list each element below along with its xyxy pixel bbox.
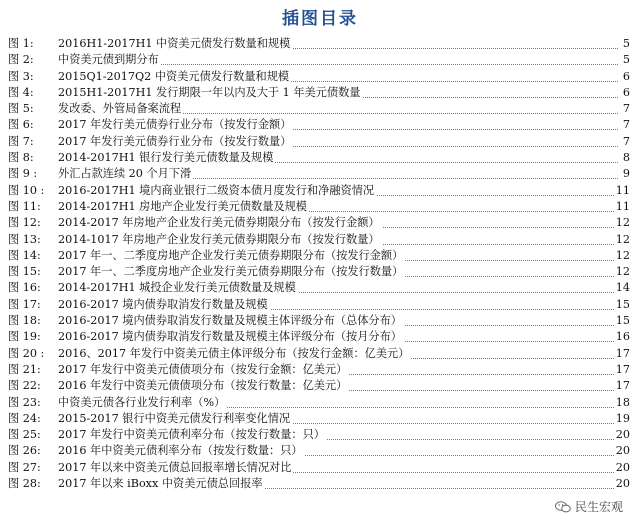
figure-label: 图 18:	[8, 314, 41, 328]
toc-row[interactable]	[0, 69, 640, 85]
page-number: 6	[622, 85, 630, 99]
page-number: 5	[622, 53, 630, 67]
toc-row[interactable]	[0, 362, 640, 378]
figure-label: 图 2:	[8, 53, 34, 67]
toc-row[interactable]	[0, 264, 640, 280]
toc-row[interactable]	[0, 346, 640, 362]
figure-title[interactable]: 中资美元债各行业发行利率（%）	[58, 395, 226, 409]
figure-title[interactable]: 2014-2017 年房地产企业发行美元债券期限分布（按发行金额）	[58, 216, 380, 230]
page-title: 插图目录	[282, 9, 358, 29]
toc-row[interactable]	[0, 297, 640, 313]
figure-label: 图 19:	[8, 330, 41, 344]
page-number: 20	[615, 444, 630, 458]
page-number: 7	[622, 102, 630, 116]
figure-label: 图 5:	[8, 102, 34, 116]
toc-row[interactable]	[0, 199, 640, 215]
figure-label: 图 23:	[8, 395, 41, 409]
toc-row[interactable]	[0, 443, 640, 459]
toc-row[interactable]	[0, 411, 640, 427]
figure-title[interactable]: 2015-2017 银行中资美元债发行利率变化情况	[58, 411, 291, 425]
figure-title[interactable]: 2017 年发行美元债券行业分布（按发行数量）	[58, 134, 292, 148]
figure-title[interactable]: 2016、2017 年发行中资美元债主体评级分布（按发行金额：亿美元）	[58, 346, 410, 360]
figure-title[interactable]: 2017 年以来中资美元债总回报率增长情况对比	[58, 460, 292, 474]
toc-row[interactable]	[0, 215, 640, 231]
toc-row[interactable]	[0, 460, 640, 476]
wechat-icon	[555, 501, 571, 513]
figure-label: 图 10 :	[8, 183, 45, 197]
page-number: 9	[622, 167, 630, 181]
figure-title[interactable]: 2016-2017 境内债券取消发行数量及规模	[58, 297, 268, 311]
figure-title[interactable]: 2017 年以来 iBoxx 中资美元债总回报率	[58, 477, 263, 491]
toc-row[interactable]	[0, 248, 640, 264]
figure-title[interactable]: 2014-2017H1 城投企业发行美元债数量及规模	[58, 281, 296, 295]
page-number: 6	[622, 69, 630, 83]
figure-title[interactable]: 2016-2017 境内债券取消发行数量及规模主体评级分布（按月分布）	[58, 330, 402, 344]
toc-row[interactable]	[0, 52, 640, 68]
page-number: 5	[622, 37, 630, 50]
figure-title[interactable]: 2016-2017 境内债券取消发行数量及规模主体评级分布（总体分布）	[58, 314, 402, 328]
figure-label: 图 14:	[8, 248, 41, 262]
figure-title[interactable]: 中资美元债到期分布	[58, 53, 159, 67]
page-number: 12	[615, 232, 630, 246]
figure-label: 图 11:	[8, 199, 41, 213]
figure-label: 图 26:	[8, 444, 41, 458]
page-number: 11	[615, 183, 630, 197]
toc-row[interactable]	[0, 101, 640, 117]
figure-label: 图 9 :	[8, 167, 38, 181]
page-number: 17	[615, 362, 630, 376]
toc-row[interactable]	[0, 232, 640, 248]
figure-title[interactable]: 2016 年中资美元债利率分布（按发行数量：只）	[58, 444, 303, 458]
figure-title[interactable]: 2014-1017 年房地产企业发行美元债券期限分布（按发行数量）	[58, 232, 380, 246]
toc-row[interactable]	[0, 183, 640, 199]
toc-row[interactable]	[0, 117, 640, 133]
figure-title[interactable]: 2014-2017H1 银行发行美元债数量及规模	[58, 151, 274, 165]
figure-label: 图 22:	[8, 379, 41, 393]
figure-label: 图 20 :	[8, 346, 45, 360]
figure-title[interactable]: 2017 年发行中资美元债利率分布（按发行数量：只）	[58, 428, 325, 442]
figure-label: 图 7:	[8, 134, 34, 148]
figure-title[interactable]: 2017 年发行美元债券行业分布（按发行金额）	[58, 118, 292, 132]
page-number: 17	[615, 346, 630, 360]
toc-row[interactable]	[0, 427, 640, 443]
page-number: 12	[615, 248, 630, 262]
toc-row[interactable]	[0, 395, 640, 411]
figure-label: 图 15:	[8, 265, 41, 279]
figure-label: 图 25:	[8, 428, 41, 442]
toc-row[interactable]	[0, 313, 640, 329]
figure-label: 图 27:	[8, 460, 41, 474]
figure-title[interactable]: 2017 年一、二季度房地产企业发行美元债券期限分布（按发行金额）	[58, 248, 404, 262]
figure-title[interactable]: 2014-2017H1 房地产企业发行美元债数量及规模	[58, 199, 307, 213]
figure-label: 图 17:	[8, 297, 41, 311]
figure-label: 图 6:	[8, 118, 34, 132]
page-number: 20	[615, 460, 630, 474]
figure-label: 图 28:	[8, 477, 41, 491]
figure-index-list	[0, 36, 640, 492]
toc-row[interactable]	[0, 280, 640, 296]
page-number: 7	[622, 118, 630, 132]
figure-label: 图 21:	[8, 362, 41, 376]
page-number: 8	[622, 151, 630, 165]
page-number: 20	[615, 477, 630, 491]
page-number: 15	[615, 314, 630, 328]
toc-row[interactable]	[0, 150, 640, 166]
figure-title[interactable]: 外汇占款连续 20 个月下滑	[58, 167, 192, 181]
watermark	[552, 497, 626, 516]
figure-title[interactable]: 2016 年发行中资美元债债项分布（按发行数量：亿美元）	[58, 379, 348, 393]
figure-title[interactable]: 2017 年一、二季度房地产企业发行美元债券期限分布（按发行数量）	[58, 265, 404, 279]
figure-label: 图 3:	[8, 69, 34, 83]
figure-title[interactable]: 2015H1-2017H1 发行期限一年以内及大于 1 年美元债数量	[58, 85, 361, 99]
figure-label: 图 8:	[8, 151, 34, 165]
page-number: 19	[615, 411, 630, 425]
page-number: 12	[615, 265, 630, 279]
figure-title[interactable]: 2015Q1-2017Q2 中资美元债发行数量和规模	[58, 69, 290, 83]
figure-title[interactable]: 发改委、外管局备案流程	[58, 102, 182, 116]
page-number: 16	[615, 330, 630, 344]
page-number: 20	[615, 428, 630, 442]
page-number: 17	[615, 379, 630, 393]
figure-title[interactable]: 2016H1-2017H1 中资美元债发行数量和规模	[58, 37, 291, 50]
figure-label: 图 16:	[8, 281, 41, 295]
toc-row[interactable]	[0, 378, 640, 394]
figure-label: 图 13:	[8, 232, 41, 246]
toc-row[interactable]	[0, 85, 640, 101]
figure-label: 图 1:	[8, 37, 34, 50]
page-number: 7	[622, 134, 630, 148]
page-number: 15	[615, 297, 630, 311]
toc-row[interactable]	[0, 329, 640, 345]
page-number: 18	[615, 395, 630, 409]
watermark-text: 民生宏观	[574, 500, 623, 514]
toc-row[interactable]	[0, 166, 640, 182]
toc-row[interactable]	[0, 134, 640, 150]
figure-label: 图 24:	[8, 411, 41, 425]
figure-title[interactable]: 2017 年发行中资美元债债项分布（按发行金额：亿美元）	[58, 362, 348, 376]
figure-title[interactable]: 2016-2017H1 境内商业银行二级资本债月度发行和净融资情况	[58, 183, 375, 197]
toc-row[interactable]	[0, 476, 640, 492]
figure-label: 图 4:	[8, 85, 34, 99]
page-number: 14	[615, 281, 630, 295]
page-number: 11	[615, 199, 630, 213]
page-number: 12	[615, 216, 630, 230]
toc-row[interactable]	[0, 36, 640, 52]
figure-label: 图 12:	[8, 216, 41, 230]
